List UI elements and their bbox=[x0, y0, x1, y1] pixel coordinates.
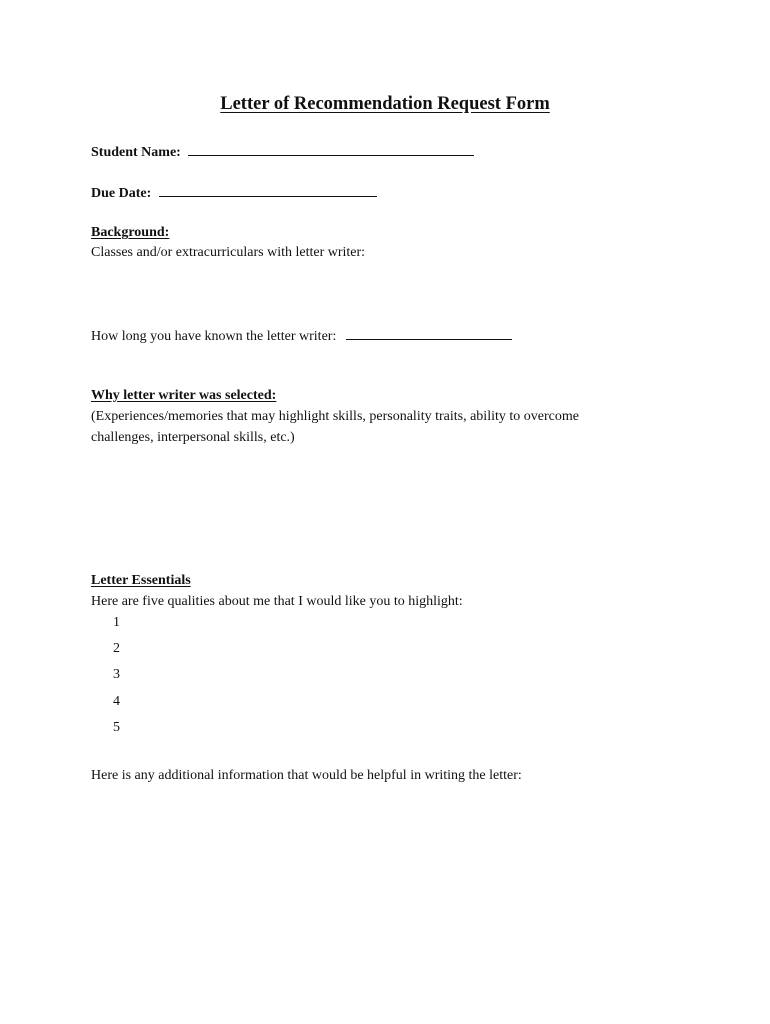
how-long-prompt: How long you have known the letter writer: bbox=[91, 329, 337, 344]
quality-item-4: 4 bbox=[113, 694, 120, 709]
qualities-prompt: Here are five qualities about me that I would like you to highlight: bbox=[91, 594, 463, 609]
why-selected-line-2: challenges, interpersonal skills, etc.) bbox=[91, 430, 295, 445]
how-long-field[interactable] bbox=[346, 325, 512, 340]
due-date-row bbox=[91, 182, 377, 204]
quality-item-5: 5 bbox=[113, 720, 120, 735]
letter-essentials-heading: Letter Essentials bbox=[91, 573, 191, 588]
additional-info-prompt: Here is any additional information that would be helpful in writing the letter: bbox=[91, 768, 522, 783]
how-long-row bbox=[91, 325, 512, 347]
due-date-field[interactable] bbox=[159, 182, 377, 197]
due-date-label: Due Date: bbox=[91, 186, 152, 201]
quality-item-1: 1 bbox=[113, 615, 120, 630]
why-selected-line-1: (Experiences/memories that may highlight skills, personality traits, ability to overcome bbox=[91, 409, 579, 424]
quality-item-3: 3 bbox=[113, 667, 120, 682]
form-title: Letter of Recommendation Request Form bbox=[220, 94, 550, 114]
student-name-row bbox=[91, 141, 474, 163]
classes-prompt: Classes and/or extracurriculars with letter writer: bbox=[91, 245, 366, 260]
background-heading: Background: bbox=[91, 225, 170, 240]
why-selected-heading: Why letter writer was selected: bbox=[91, 388, 277, 403]
quality-item-2: 2 bbox=[113, 641, 120, 656]
student-name-label: Student Name: bbox=[91, 145, 181, 160]
student-name-field[interactable] bbox=[188, 141, 474, 156]
